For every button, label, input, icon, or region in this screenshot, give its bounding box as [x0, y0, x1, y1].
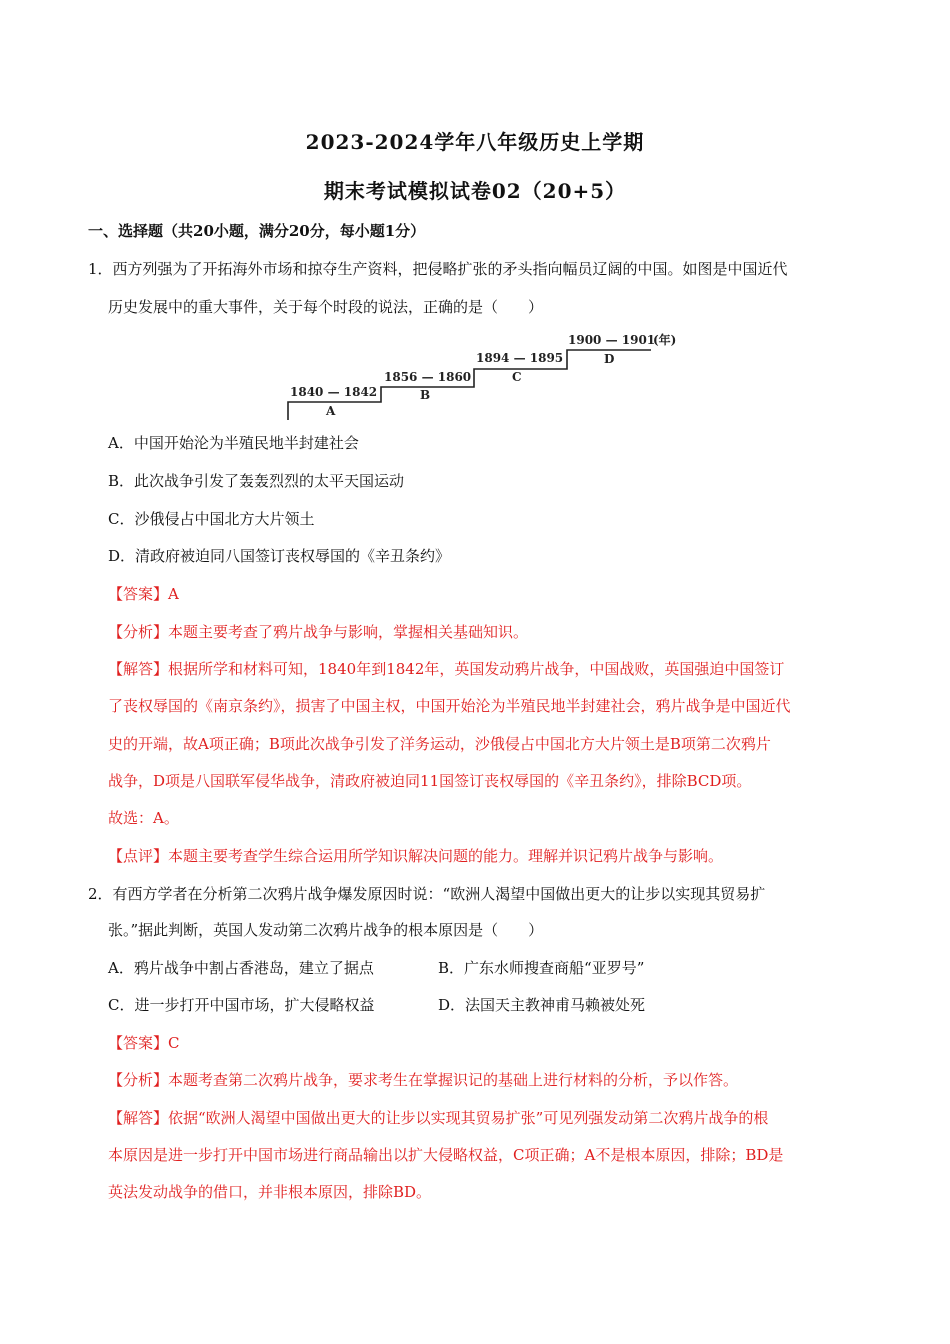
q1-timeline-figure: [286, 330, 696, 422]
q1-option-d: D．清政府被迫同八国签订丧权辱国的《辛丑条约》: [108, 547, 451, 565]
q1-solution-line1: 根据所学和材料可知，1840年到1842年，英国发动鸦片战争，中国战败，英国强迫中国签订: [168, 660, 785, 678]
q1-answer-label: 【答案】: [108, 585, 169, 603]
q2-answer: [108, 1033, 180, 1053]
page-title: 2023-2024学年八年级历史上学期: [305, 130, 645, 154]
q2-analysis: [108, 1070, 738, 1090]
q1-solution-line4: 战争，D项是八国联军侵华战争，清政府被迫同11国签订丧权辱国的《辛丑条约》，排除BCD项。: [108, 772, 752, 790]
q2-analysis-label: 【分析】: [108, 1071, 169, 1089]
q1-option-b: B．此次战争引发了轰轰烈烈的太平天国运动: [108, 472, 405, 490]
q2-option-c: C．进一步打开中国市场，扩大侵略权益: [108, 996, 375, 1014]
q1-comment: [108, 846, 723, 866]
timeline-period-b: 1856 — 1860: [384, 370, 472, 384]
q2-solution-line3: 英法发动战争的借口，并非根本原因，排除BD。: [108, 1183, 432, 1201]
q1-comment-text: 本题主要考查学生综合运用所学知识解决问题的能力。理解并识记鸦片战争与影响。: [168, 847, 724, 865]
q1-analysis-label: 【分析】: [108, 623, 169, 641]
timeline-period-a: 1840 — 1842: [290, 385, 378, 399]
q1-solution-line5: 故选：A。: [108, 809, 179, 827]
page-subtitle: 期末考试模拟试卷02（20+5）: [323, 179, 627, 203]
q2-solution-line1: 依据“欧洲人渴望中国做出更大的让步以实现其贸易扩张”可见列强发动第二次鸦片战争的根: [168, 1109, 769, 1127]
q2-solution: [108, 1108, 768, 1128]
q2-answer-label: 【答案】: [108, 1034, 169, 1052]
q2-answer-value: C: [168, 1034, 180, 1052]
q2-stem-line1: 2．有西方学者在分析第二次鸦片战争爆发原因时说：“欧洲人渴望中国做出更大的让步以实现其贸易扩: [88, 885, 766, 903]
q2-solution-line2: 本原因是进一步打开中国市场进行商品输出以扩大侵略权益，C项正确；A不是根本原因，排除；BD是: [108, 1146, 784, 1164]
timeline-period-d: 1900 — 1901: [568, 333, 656, 347]
timeline-letter-a: A: [326, 404, 336, 418]
q1-answer: [108, 584, 179, 604]
q2-option-a: A．鸦片战争中割占香港岛，建立了据点: [108, 959, 374, 977]
q2-option-b: B．广东水师搜查商船“亚罗号”: [438, 959, 645, 977]
timeline-letter-d: D: [604, 352, 615, 366]
q1-solution-label: 【解答】: [108, 660, 169, 678]
q1-option-c: C．沙俄侵占中国北方大片领土: [108, 510, 315, 528]
q2-stem-line2: 张。”据此判断，英国人发动第二次鸦片战争的根本原因是（ ）: [108, 921, 544, 939]
q1-solution-line3: 史的开端，故A项正确；B项此次战争引发了洋务运动，沙俄侵占中国北方大片领土是B项第二次鸦片: [108, 735, 771, 753]
timeline-letter-c: C: [512, 370, 522, 384]
timeline-unit: (年): [653, 333, 677, 347]
q1-solution: [108, 659, 784, 679]
q1-solution-line2: 了丧权辱国的《南京条约》，损害了中国主权，中国开始沦为半殖民地半封建社会，鸦片战争是中国近代: [108, 697, 791, 715]
q2-option-d: D．法国天主教神甫马赖被处死: [438, 996, 646, 1014]
timeline-letter-b: B: [420, 388, 431, 402]
section-heading: 一、选择题（共20小题，满分20分，每小题1分）: [88, 222, 426, 240]
q2-analysis-text: 本题考查第二次鸦片战争，要求考生在掌握识记的基础上进行材料的分析，予以作答。: [168, 1071, 739, 1089]
q2-solution-label: 【解答】: [108, 1109, 169, 1127]
q1-stem-line2: 历史发展中的重大事件，关于每个时段的说法，正确的是（ ）: [108, 298, 544, 316]
q1-analysis-text: 本题主要考查了鸦片战争与影响，掌握相关基础知识。: [168, 623, 529, 641]
q1-stem-line1: 1．西方列强为了开拓海外市场和掠夺生产资料，把侵略扩张的矛头指向幅员辽阔的中国。如图是中国近代: [88, 260, 788, 278]
q1-answer-value: A: [168, 585, 179, 603]
q1-option-a: A．中国开始沦为半殖民地半封建社会: [108, 434, 359, 452]
timeline-period-c: 1894 — 1895: [476, 351, 564, 365]
q1-comment-label: 【点评】: [108, 847, 169, 865]
q1-analysis: [108, 622, 528, 642]
